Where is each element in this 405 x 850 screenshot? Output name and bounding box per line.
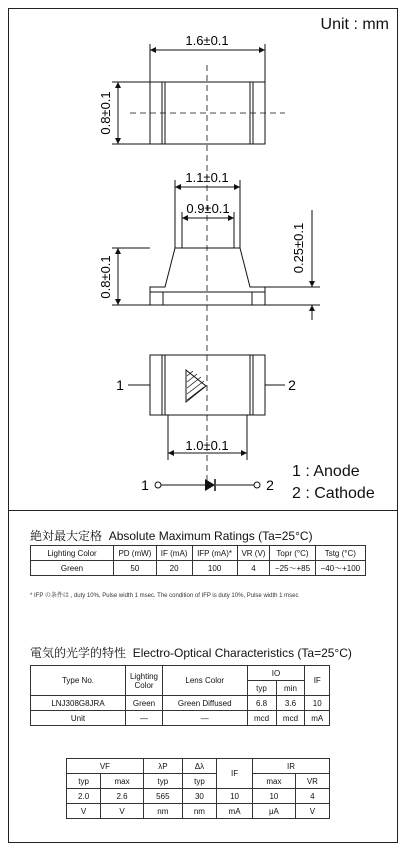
electro2-row-values [67, 789, 330, 804]
th-vf-max: max [101, 774, 144, 789]
legend-anode: 1 : Anode [292, 463, 360, 480]
dim-length: 1.6±0.1 [185, 33, 229, 48]
cell-unit-if: mA [305, 711, 330, 726]
th-vr: VR (V) [237, 546, 270, 561]
electro-title [30, 644, 352, 661]
th-pd: PD (mW) [114, 546, 157, 561]
dim-pad-height: 0.25±0.1 [291, 222, 306, 274]
cell-io-typ: 6.8 [247, 696, 276, 711]
cell-vr-2: 4 [295, 789, 329, 804]
ratings-title-jp: 絶対最大定格 [30, 529, 103, 543]
th-ir: IR [253, 759, 330, 774]
electro-title-en: Electro-Optical Characteristics (Ta=25°C) [132, 646, 352, 660]
th-lp-typ: typ [143, 774, 182, 789]
th-ir-max: max [253, 774, 296, 789]
th-lens-color: Lens Color [163, 666, 248, 696]
cell-color: Green [31, 561, 114, 576]
dim-lens-width: 0.9±0.1 [186, 201, 230, 216]
cell-unit-io-typ: mcd [247, 711, 276, 726]
th-io-typ: typ [247, 681, 276, 696]
cell-if-3: 10 [217, 789, 253, 804]
legend-cathode: 2 : Cathode [292, 485, 375, 502]
th-ifp: IFP (mA)* [192, 546, 237, 561]
th-dl: Δλ [182, 759, 216, 774]
th-tstg: Tstg (°C) [315, 546, 365, 561]
cell-ir: 10 [253, 789, 296, 804]
ratings-header-row [31, 546, 366, 561]
cell-unit-vf-typ: V [67, 804, 101, 819]
th-if-3: IF [217, 759, 253, 789]
cell-lp: 565 [143, 789, 182, 804]
dim-pad-pitch: 1.0±0.1 [185, 438, 229, 453]
cell-unit-io-min: mcd [276, 711, 305, 726]
diode-symbol-icon [205, 479, 215, 491]
cell-pd: 50 [114, 561, 157, 576]
dim-top-width: 1.1±0.1 [185, 170, 229, 185]
cell-vr: 4 [237, 561, 270, 576]
th-io-min: min [276, 681, 305, 696]
th-io: IO [247, 666, 305, 681]
cell-if: 20 [156, 561, 192, 576]
ratings-title-en: Absolute Maximum Ratings (Ta=25°C) [108, 529, 313, 543]
cell-color-2: Green [126, 696, 163, 711]
cell-unit: Unit [31, 711, 126, 726]
th-dl-typ: typ [182, 774, 216, 789]
th-topr: Topr (°C) [270, 546, 315, 561]
cell-unit-lp: nm [143, 804, 182, 819]
th-lp: λP [143, 759, 182, 774]
cell-vf-typ: 2.0 [67, 789, 101, 804]
cell-ifp: 100 [192, 561, 237, 576]
cell-unit-if-3: mA [217, 804, 253, 819]
ratings-table [30, 545, 366, 576]
dim-width: 0.8±0.1 [98, 91, 113, 135]
cell-unit-color: — [126, 711, 163, 726]
cell-unit-dl: nm [182, 804, 216, 819]
pin-label-left: 1 [116, 377, 124, 393]
electro-row-values [31, 696, 330, 711]
th-vr-2: VR [295, 774, 329, 789]
ratings-title [30, 527, 313, 544]
symbol-pin-right: 2 [266, 477, 274, 493]
cell-unit-ir: μA [253, 804, 296, 819]
th-if-2: IF [305, 666, 330, 696]
th-lighting-color-2: Lighting Color [126, 666, 163, 696]
electro-row-units [31, 711, 330, 726]
th-if: IF (mA) [156, 546, 192, 561]
electro2-row-units [67, 804, 330, 819]
electro-table-2 [66, 758, 330, 819]
side-view-body [150, 248, 265, 305]
unit-label: Unit : mm [320, 16, 389, 33]
electro-table-1 [30, 665, 330, 726]
symbol-pin-left: 1 [141, 477, 149, 493]
dim-height: 0.8±0.1 [98, 255, 113, 299]
cell-vf-max: 2.6 [101, 789, 144, 804]
th-vf: VF [67, 759, 144, 774]
th-lighting-color: Lighting Color [31, 546, 114, 561]
cell-unit-vf-max: V [101, 804, 144, 819]
electro-title-jp: 電気的光学的特性 [30, 646, 127, 660]
cell-if-2: 10 [305, 696, 330, 711]
cell-type-no: LNJ308G8JRA [31, 696, 126, 711]
cell-topr: −25～+85 [270, 561, 315, 576]
ratings-row [31, 561, 366, 576]
cell-unit-vr: V [295, 804, 329, 819]
th-vf-typ: typ [67, 774, 101, 789]
top-view-body [150, 82, 265, 144]
cell-dl: 30 [182, 789, 216, 804]
th-type-no: Type No. [31, 666, 126, 696]
pin-label-right: 2 [288, 377, 296, 393]
bottom-view-body [150, 355, 265, 415]
cell-lens: Green Diffused [163, 696, 248, 711]
cell-tstg: −40～+100 [315, 561, 365, 576]
cell-io-min: 3.6 [276, 696, 305, 711]
cell-unit-lens: — [163, 711, 248, 726]
ratings-note: * IFP の条件は , duty 10%, Pulse width 1 msec. The condition of IFP is duty 10%, Pulse width 1 msec [30, 593, 299, 599]
